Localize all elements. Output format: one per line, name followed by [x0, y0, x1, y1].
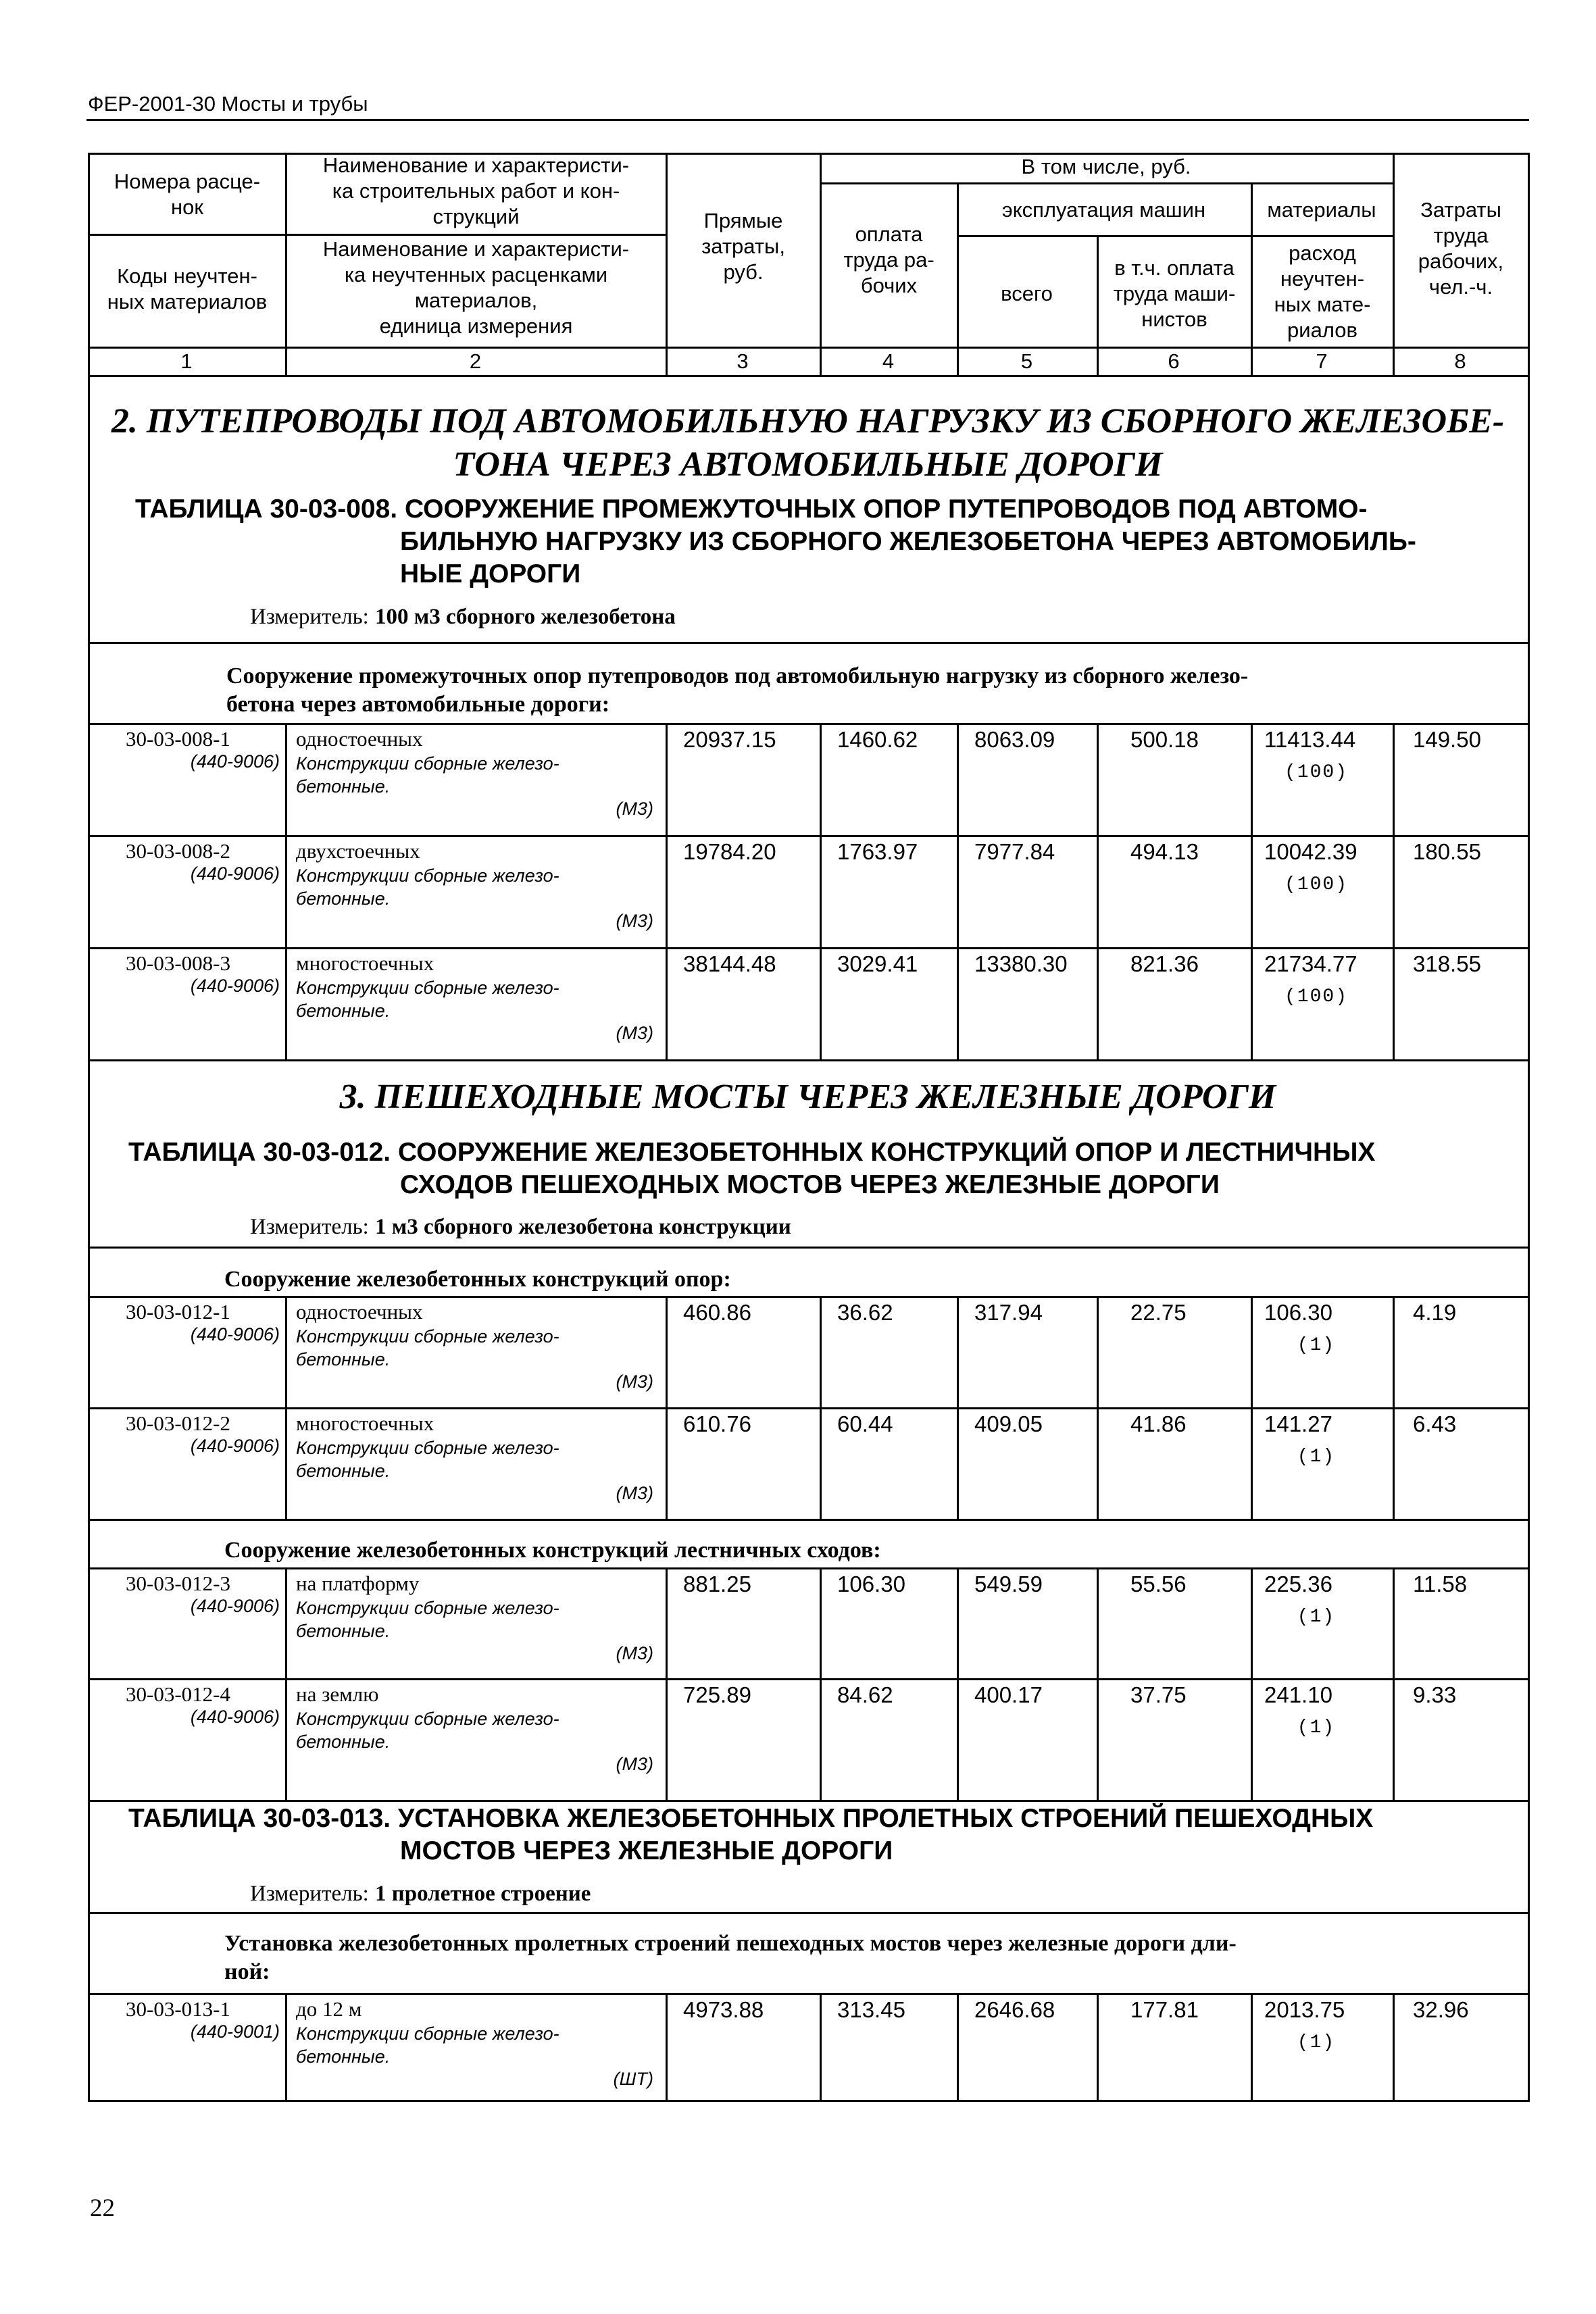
col7-header: ных мате- [1274, 293, 1371, 316]
direct-cost: 20937.15 [683, 727, 776, 752]
table-title: БИЛЬНУЮ НАГРУЗКУ ИЗ СБОРНОГО ЖЕЛЕЗОБЕТОНА ЧЕРЕЗ АВТОМОБИЛЬ- [400, 527, 1416, 556]
table-title: ТАБЛИЦА 30-03-013. УСТАНОВКА ЖЕЛЕЗОБЕТОННЫХ ПРОЛЕТНЫХ СТРОЕНИЙ ПЕШЕХОДНЫХ [128, 1804, 1374, 1833]
rate-code: 30-03-012-3 [126, 1571, 230, 1595]
column-number: 3 [737, 349, 749, 373]
labor-cost: 84.62 [837, 1682, 893, 1707]
material-name: бетонные. [296, 1621, 391, 1641]
material-name: Конструкции сборные железо- [296, 978, 559, 998]
column-rule [285, 1678, 287, 1800]
col8-header: Затраты [1420, 198, 1501, 222]
measure-label: Измеритель: [250, 1215, 369, 1239]
column-rule [666, 723, 668, 835]
measure-label: Измеритель: [250, 605, 369, 629]
machine-cost: 8063.09 [974, 727, 1055, 752]
col8-header: рабочих, [1418, 249, 1504, 273]
materials-qty: 141.27 [1264, 1411, 1332, 1436]
block-rule [88, 1247, 1530, 1249]
column-rule [1097, 1567, 1099, 1678]
machine-cost: 317.94 [974, 1300, 1043, 1325]
col-number-rule [88, 375, 1530, 377]
work-name: двухстоечных [296, 839, 420, 863]
column-rule [1393, 1407, 1395, 1519]
column-rule [1528, 1296, 1530, 1407]
column-rule [820, 835, 822, 947]
column-rule [957, 1993, 959, 2100]
column-rule [820, 723, 822, 835]
unit: (М3) [616, 1643, 653, 1663]
page-number: 22 [90, 2194, 115, 2222]
measure-label: Измеритель: [250, 1882, 369, 1906]
operator-cost: 22.75 [1130, 1300, 1187, 1325]
material-code: (440-9006) [190, 863, 280, 884]
column-rule [1393, 153, 1395, 375]
column-rule [1097, 1407, 1099, 1519]
column-rule [666, 153, 668, 375]
table-title: СХОДОВ ПЕШЕХОДНЫХ МОСТОВ ЧЕРЕЗ ЖЕЛЕЗНЫЕ ДОРОГИ [400, 1170, 1220, 1199]
col6-header: нистов [1141, 307, 1207, 331]
direct-cost: 4973.88 [683, 1997, 764, 2022]
column-rule [1528, 723, 1530, 835]
unit: (М3) [616, 1372, 653, 1392]
column-rule [1097, 1993, 1099, 2100]
materials-pct: (100) [1284, 762, 1348, 783]
row-top-rule [88, 947, 1530, 949]
materials-qty: 10042.39 [1264, 839, 1357, 864]
column-rule [957, 947, 959, 1059]
column-number: 2 [469, 349, 482, 373]
block-rule [88, 1912, 1530, 1914]
materials-pct: (1) [1297, 1607, 1336, 1628]
column-rule [666, 1993, 668, 2100]
materials-pct: (100) [1284, 874, 1348, 895]
rate-code: 30-03-012-2 [126, 1411, 230, 1435]
work-name: многостоечных [296, 951, 434, 975]
section-title: ТОНА ЧЕРЕЗ АВТОМОБИЛЬНЫЕ ДОРОГИ [453, 445, 1163, 484]
materials-qty: 225.36 [1264, 1571, 1332, 1596]
materials-pct: (1) [1297, 1447, 1336, 1467]
column-rule [1097, 947, 1099, 1059]
material-code: (440-9006) [190, 1324, 280, 1344]
material-name: Конструкции сборные железо- [296, 865, 559, 886]
group-heading: Сооружение железобетонных конструкций лестничных сходов: [224, 1538, 881, 1563]
section-title: 3. ПЕШЕХОДНЫЕ МОСТЫ ЧЕРЕЗ ЖЕЛЕЗНЫЕ ДОРОГИ [339, 1078, 1276, 1116]
measure-value: 1 м3 сборного железобетона конструкции [375, 1215, 791, 1239]
group-heading: ной: [224, 1959, 270, 1984]
materials-qty: 241.10 [1264, 1682, 1332, 1707]
labor-hours: 11.58 [1413, 1571, 1468, 1596]
group-heading: Установка железобетонных пролетных строений пешеходных мостов через железные дороги дли- [224, 1931, 1237, 1956]
materials-qty: 2013.75 [1264, 1997, 1345, 2022]
column-rule [1393, 835, 1395, 947]
column-rule [285, 1993, 287, 2100]
direct-cost: 725.89 [683, 1682, 751, 1707]
material-code: (440-9006) [190, 976, 280, 996]
column-rule [1097, 1678, 1099, 1800]
column-number: 7 [1316, 349, 1328, 373]
labor-hours: 180.55 [1413, 839, 1481, 864]
direct-cost: 19784.20 [683, 839, 776, 864]
unit: (М3) [616, 799, 653, 819]
col6-header: в т.ч. оплата [1114, 256, 1235, 280]
material-name: бетонные. [296, 1461, 391, 1481]
labor-cost: 36.62 [837, 1300, 893, 1325]
operator-cost: 41.86 [1130, 1411, 1187, 1436]
col2-header: струкций [432, 205, 520, 228]
labor-hours: 6.43 [1413, 1411, 1457, 1436]
table-title: МОСТОВ ЧЕРЕЗ ЖЕЛЕЗНЫЕ ДОРОГИ [400, 1836, 893, 1865]
col8-header: труда [1433, 224, 1489, 247]
table-bottom-rule [88, 2100, 1530, 2102]
labor-cost: 313.45 [837, 1997, 905, 2022]
rate-code: 30-03-012-4 [126, 1682, 230, 1706]
labor-hours: 32.96 [1413, 1997, 1469, 2022]
column-number: 8 [1454, 349, 1466, 373]
machine-cost: 400.17 [974, 1682, 1043, 1707]
column-rule [285, 947, 287, 1059]
material-name: бетонные. [296, 1001, 391, 1021]
col4-header: труда ра- [843, 248, 934, 272]
block-rule [88, 1519, 1530, 1521]
row-top-rule [88, 1993, 1530, 1995]
operator-cost: 500.18 [1130, 727, 1199, 752]
materials-header: материалы [1267, 198, 1376, 222]
column-rule [88, 1567, 90, 1678]
col5-header: всего [1001, 282, 1053, 305]
rate-code: 30-03-008-3 [126, 951, 230, 975]
col1-header: ных материалов [107, 290, 268, 313]
labor-hours: 4.19 [1413, 1300, 1457, 1325]
rate-code: 30-03-012-1 [126, 1300, 230, 1324]
column-rule [1528, 1678, 1530, 1800]
column-rule [820, 947, 822, 1059]
column-rule [1528, 947, 1530, 1059]
column-rule [1097, 1296, 1099, 1407]
material-code: (440-9006) [190, 1436, 280, 1456]
group-heading: бетона через автомобильные дороги: [226, 692, 610, 717]
block-rule [88, 1059, 1530, 1061]
material-name: бетонные. [296, 1349, 391, 1369]
column-number: 4 [882, 349, 895, 373]
column-rule [1528, 835, 1530, 947]
block-rule [88, 642, 1530, 644]
col6-header: труда маши- [1113, 282, 1236, 305]
direct-cost: 38144.48 [683, 951, 776, 976]
col2-header: единица измерения [379, 314, 573, 338]
column-rule [88, 723, 90, 835]
col7-header: расход [1289, 241, 1356, 265]
operator-cost: 177.81 [1130, 1997, 1199, 2022]
material-name: Конструкции сборные железо- [296, 2023, 559, 2044]
col8-header: чел.-ч. [1428, 275, 1493, 299]
materials-pct: (1) [1297, 2032, 1336, 2053]
column-rule [285, 835, 287, 947]
header-mid-rule [88, 234, 287, 236]
col1-header: Коды неучтен- [117, 264, 257, 288]
column-rule [285, 1407, 287, 1519]
machine-cost: 2646.68 [974, 1997, 1055, 2022]
column-rule [88, 1993, 90, 2100]
column-rule [957, 1567, 959, 1678]
column-rule [1528, 375, 1530, 723]
column-rule [666, 1296, 668, 1407]
section-title: 2. ПУТЕПРОВОДЫ ПОД АВТОМОБИЛЬНУЮ НАГРУЗКУ ИЗ СБОРНОГО ЖЕЛЕЗОБЕ- [111, 402, 1505, 441]
measure-value: 100 м3 сборного железобетона [375, 605, 676, 629]
col3-header: Прямые [703, 209, 783, 232]
column-rule [1393, 1678, 1395, 1800]
work-name: на платформу [296, 1571, 420, 1595]
work-name: на землю [296, 1682, 379, 1706]
column-rule [1097, 835, 1099, 947]
material-code: (440-9006) [190, 1707, 280, 1727]
column-rule [666, 835, 668, 947]
column-rule [1528, 1993, 1530, 2100]
operator-cost: 55.56 [1130, 1571, 1187, 1596]
running-header: ФЕР-2001-30 Мосты и трубы [88, 92, 368, 116]
machines-header: эксплуатация машин [1001, 198, 1206, 222]
material-name: Конструкции сборные железо- [296, 1709, 559, 1729]
row-top-rule [88, 723, 1530, 725]
materials-qty: 21734.77 [1264, 951, 1357, 976]
col1-header: нок [171, 195, 203, 219]
material-name: бетонные. [296, 1732, 391, 1752]
column-rule [1393, 1567, 1395, 1678]
column-rule [1528, 1519, 1530, 1567]
material-code: (440-9001) [190, 2021, 280, 2042]
column-rule [957, 835, 959, 947]
column-rule [88, 1519, 90, 1567]
column-rule [820, 1678, 822, 1800]
table-title: НЫЕ ДОРОГИ [400, 559, 581, 588]
column-rule [88, 1678, 90, 1800]
column-rule [957, 1678, 959, 1800]
column-rule [666, 1678, 668, 1800]
column-rule [957, 1296, 959, 1407]
column-rule [1251, 1678, 1253, 1800]
materials-qty: 11413.44 [1264, 727, 1356, 752]
block-rule [88, 1800, 1530, 1802]
labor-cost: 1763.97 [837, 839, 918, 864]
sub-rule [957, 235, 1395, 237]
column-rule [88, 153, 90, 375]
material-code: (440-9006) [190, 1596, 280, 1616]
labor-hours: 9.33 [1413, 1682, 1457, 1707]
column-rule [285, 723, 287, 835]
column-rule [88, 1407, 90, 1519]
table-title: ТАБЛИЦА 30-03-008. СООРУЖЕНИЕ ПРОМЕЖУТОЧНЫХ ОПОР ПУТЕПРОВОДОВ ПОД АВТОМО- [135, 495, 1368, 524]
direct-cost: 460.86 [683, 1300, 751, 1325]
col2-header: Наименование и характеристи- [322, 153, 630, 177]
unit: (М3) [616, 1483, 653, 1503]
col7-header: неучтен- [1280, 267, 1365, 291]
column-rule [285, 1296, 287, 1407]
row-top-rule [88, 1407, 1530, 1409]
materials-pct: (1) [1297, 1335, 1336, 1356]
direct-cost: 610.76 [683, 1411, 751, 1436]
material-code: (440-9006) [190, 751, 280, 772]
operator-cost: 494.13 [1130, 839, 1199, 864]
labor-hours: 318.55 [1413, 951, 1481, 976]
material-name: бетонные. [296, 776, 391, 797]
rate-code: 30-03-008-1 [126, 727, 230, 751]
column-rule [666, 1407, 668, 1519]
labor-cost: 60.44 [837, 1411, 893, 1436]
column-rule [820, 1407, 822, 1519]
work-name: одностоечных [296, 1300, 423, 1324]
column-rule [1528, 1407, 1530, 1519]
header-mid-rule [285, 234, 668, 236]
column-rule [285, 153, 287, 375]
materials-pct: (100) [1284, 986, 1348, 1007]
row-top-rule [88, 835, 1530, 837]
material-name: Конструкции сборные железо- [296, 1326, 559, 1347]
group-heading: Сооружение промежуточных опор путепроводов под автомобильную нагрузку из сборного железо- [226, 663, 1249, 688]
unit: (М3) [616, 911, 653, 931]
column-rule [1528, 153, 1530, 375]
incl-header: В том числе, руб. [1021, 155, 1191, 178]
col7-header: риалов [1287, 318, 1357, 342]
col2-header: материалов, [414, 288, 538, 312]
material-name: Конструкции сборные железо- [296, 1598, 559, 1618]
column-rule [666, 1567, 668, 1678]
material-name: бетонные. [296, 888, 391, 909]
column-rule [88, 1296, 90, 1407]
column-rule [1393, 1993, 1395, 2100]
machine-cost: 549.59 [974, 1571, 1043, 1596]
materials-qty: 106.30 [1264, 1300, 1332, 1325]
column-rule [1393, 1296, 1395, 1407]
column-rule [88, 835, 90, 947]
column-rule [820, 1993, 822, 2100]
column-number: 5 [1020, 349, 1033, 373]
materials-pct: (1) [1297, 1717, 1336, 1738]
rate-code: 30-03-008-2 [126, 839, 230, 863]
col2-header: ка неучтенных расценками [344, 263, 608, 286]
labor-hours: 149.50 [1413, 727, 1481, 752]
unit: (М3) [616, 1754, 653, 1774]
column-rule [88, 1800, 90, 1993]
measure-value: 1 пролетное строение [375, 1882, 591, 1906]
work-name: до 12 м [296, 1997, 362, 2021]
operator-cost: 37.75 [1130, 1682, 1187, 1707]
column-rule [1528, 1059, 1530, 1296]
labor-cost: 3029.41 [837, 951, 918, 976]
column-rule [1097, 723, 1099, 835]
unit: (ШТ) [613, 2069, 653, 2089]
column-rule [1393, 947, 1395, 1059]
column-rule [1393, 723, 1395, 835]
col1-header: Номера расце- [114, 170, 261, 193]
rate-code: 30-03-013-1 [126, 1997, 230, 2021]
row-top-rule [88, 1296, 1530, 1298]
row-top-rule [88, 1567, 1530, 1569]
operator-cost: 821.36 [1130, 951, 1199, 976]
col2-header: ка строительных работ и кон- [332, 179, 620, 203]
work-name: одностоечных [296, 727, 423, 751]
incl-rule [820, 182, 1395, 184]
column-rule [1528, 1567, 1530, 1678]
column-rule [1528, 1800, 1530, 1993]
unit: (М3) [616, 1023, 653, 1043]
column-number: 1 [180, 349, 193, 373]
material-name: бетонные. [296, 2046, 391, 2067]
column-number: 6 [1168, 349, 1180, 373]
column-rule [957, 1407, 959, 1519]
column-rule [88, 947, 90, 1059]
labor-cost: 1460.62 [837, 727, 918, 752]
work-name: многостоечных [296, 1411, 434, 1435]
machine-cost: 7977.84 [974, 839, 1055, 864]
col3-header: затраты, [701, 234, 785, 258]
col3-header: руб. [723, 260, 764, 284]
labor-cost: 106.30 [837, 1571, 905, 1596]
group-heading: Сооружение железобетонных конструкций опор: [224, 1267, 731, 1292]
col4-header: бочих [860, 274, 918, 297]
row-top-rule [88, 1678, 1530, 1680]
col2-header: Наименование и характеристи- [322, 237, 630, 261]
column-rule [820, 1567, 822, 1678]
column-rule [285, 1567, 287, 1678]
column-rule [820, 153, 822, 375]
material-name: Конструкции сборные железо- [296, 1438, 559, 1458]
col4-header: оплата [855, 222, 923, 246]
material-name: Конструкции сборные железо- [296, 753, 559, 774]
column-rule [820, 1296, 822, 1407]
direct-cost: 881.25 [683, 1571, 751, 1596]
machine-cost: 409.05 [974, 1411, 1043, 1436]
machine-cost: 13380.30 [974, 951, 1068, 976]
column-rule [666, 947, 668, 1059]
table-title: ТАБЛИЦА 30-03-012. СООРУЖЕНИЕ ЖЕЛЕЗОБЕТОННЫХ КОНСТРУКЦИЙ ОПОР И ЛЕСТНИЧНЫХ [128, 1138, 1376, 1167]
column-rule [957, 723, 959, 835]
